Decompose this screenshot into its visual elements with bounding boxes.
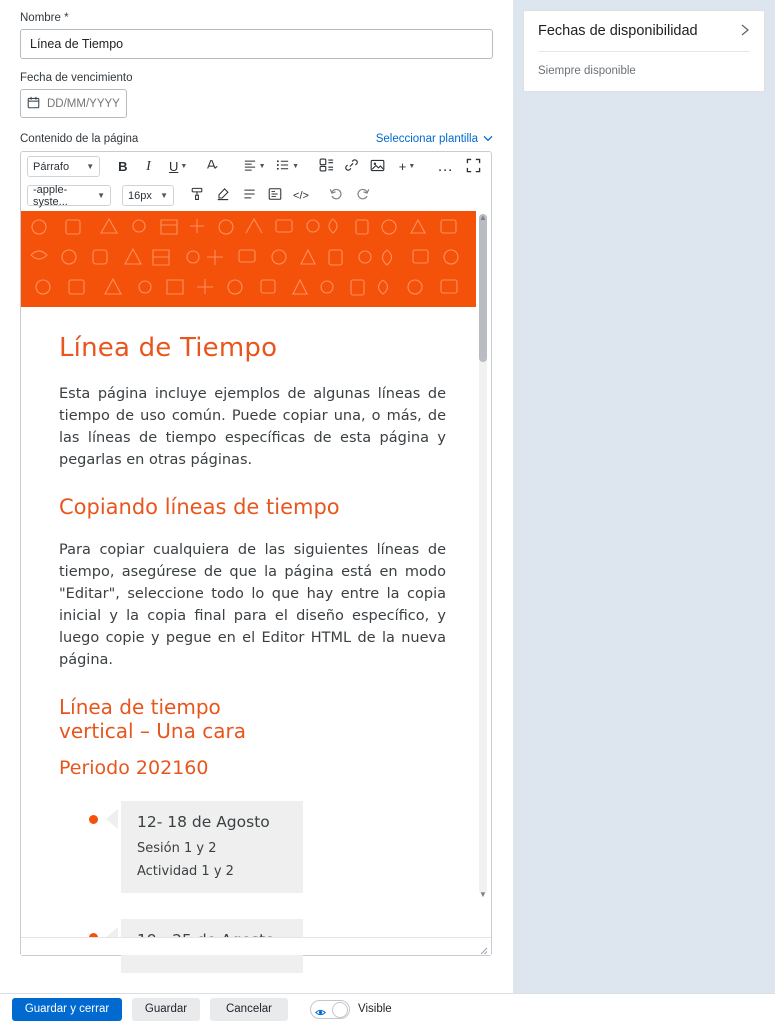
- top-divider: [38, 0, 92, 2]
- timeline-arrow-icon: [106, 809, 118, 829]
- select-template-link[interactable]: [376, 133, 493, 145]
- italic-button[interactable]: [137, 156, 161, 178]
- toggle-knob: [332, 1002, 348, 1018]
- chevron-down-icon: [483, 134, 493, 144]
- editor-scrollbar[interactable]: [479, 214, 487, 894]
- underline-button[interactable]: U ▼: [168, 159, 188, 174]
- editor-toolbar-row-1: [21, 152, 491, 181]
- timeline-dot-icon: [89, 815, 98, 824]
- font-size-select[interactable]: [122, 185, 174, 206]
- chevron-down-icon: ▼: [97, 191, 105, 200]
- source-code-button[interactable]: [289, 185, 313, 207]
- doc-intro: Esta página incluye ejemplos de algunas líneas de tiempo de uso común. Puede copiar una, o más, de las líneas de tiempo específicas de esta página y pegarlas en otras páginas.: [59, 386, 446, 469]
- preview-icon: [268, 187, 282, 204]
- underline-label: U: [168, 159, 179, 174]
- name-label: Nombre *: [20, 12, 69, 24]
- due-date-wrap: [20, 89, 127, 118]
- availability-body: Siempre disponible: [538, 65, 636, 77]
- fullscreen-button[interactable]: [461, 156, 485, 178]
- image-icon: [370, 159, 385, 175]
- content-header: [20, 133, 493, 145]
- format-painter-icon: [190, 187, 204, 204]
- footer-actions: [0, 993, 775, 1024]
- editor-content-area[interactable]: [21, 211, 491, 896]
- doc-section2-title-line1: Línea de tiempo: [59, 695, 221, 720]
- editor-document: [21, 211, 476, 999]
- text-color-icon: [205, 158, 219, 175]
- align-icon: [243, 159, 257, 174]
- availability-panel: [513, 0, 775, 993]
- doc-section3-title: [59, 757, 446, 779]
- insert-stuff-icon: [319, 158, 334, 175]
- doc-period-label: Periodo: [59, 757, 130, 780]
- horizontal-rule-icon: [242, 188, 257, 203]
- italic-label: I: [146, 158, 151, 174]
- doc-section1-body: Para copiar cualquiera de las siguientes líneas de tiempo, asegúrese de que la página está en modo "Editar", seleccione todo lo que hay entre la copia inicial y la copia final para el diseño específico, y luego copie y pegue en el Editor HTML de la nueva página.: [59, 542, 446, 669]
- editor-resize-handle[interactable]: [478, 942, 488, 952]
- calendar-icon: [27, 96, 40, 109]
- insert-stuff-button[interactable]: [314, 156, 338, 178]
- redo-icon: [355, 187, 370, 204]
- save-button[interactable]: Guardar: [132, 998, 200, 1021]
- redo-button[interactable]: [350, 185, 374, 207]
- paragraph-style-value: Párrafo: [33, 160, 70, 173]
- select-template-label: Seleccionar plantilla: [375, 133, 478, 145]
- plus-icon: +: [398, 159, 407, 174]
- insert-more-button[interactable]: + ▼: [398, 159, 416, 174]
- editor-scrollbar-thumb[interactable]: [479, 214, 487, 362]
- highlight-button[interactable]: [211, 185, 235, 207]
- preview-button[interactable]: [263, 185, 287, 207]
- visible-toggle[interactable]: [310, 1000, 350, 1019]
- highlight-icon: [216, 187, 230, 204]
- align-button[interactable]: ▼: [238, 156, 270, 178]
- doc-section1-title: Copiando líneas de tiempo: [59, 495, 340, 520]
- availability-title: Fechas de disponibilidad: [538, 23, 698, 39]
- bold-label: B: [118, 159, 128, 174]
- chevron-down-icon: ▼: [86, 162, 95, 171]
- image-button[interactable]: [366, 156, 390, 178]
- availability-header[interactable]: [538, 23, 750, 52]
- doc-period-value: 202160: [135, 757, 209, 780]
- editor-statusbar: [21, 937, 491, 955]
- visible-label: Visible: [358, 1003, 392, 1015]
- scroll-up-icon[interactable]: ▲: [479, 213, 487, 222]
- code-icon: </>: [293, 189, 309, 202]
- text-color-button[interactable]: [196, 156, 228, 178]
- font-family-value: -apple-syste...: [33, 183, 68, 208]
- bold-button[interactable]: [111, 156, 135, 178]
- font-family-select[interactable]: [27, 185, 111, 206]
- cancel-button[interactable]: Cancelar: [210, 998, 288, 1021]
- link-button[interactable]: [340, 156, 364, 178]
- name-input[interactable]: [20, 29, 493, 59]
- visibility-toggle-wrap: [310, 1000, 392, 1019]
- eye-icon: [315, 1005, 326, 1016]
- due-date-label: Fecha de vencimiento: [20, 72, 133, 84]
- font-size-value: 16px: [128, 189, 152, 202]
- chevron-right-icon[interactable]: [740, 24, 750, 38]
- editor-toolbar-row-2: [21, 181, 491, 210]
- link-icon: [344, 158, 359, 175]
- timeline-title: 12- 18 de Agosto: [137, 813, 270, 832]
- save-and-close-button[interactable]: Guardar y cerrar: [12, 998, 122, 1021]
- horizontal-rule-button[interactable]: [237, 185, 261, 207]
- ellipsis-icon: …: [437, 157, 455, 175]
- doc-section2-title: [59, 695, 446, 743]
- doc-title: Línea de Tiempo: [59, 333, 278, 363]
- timeline-box: [121, 801, 303, 893]
- availability-card: [523, 10, 765, 92]
- scroll-down-icon[interactable]: ▼: [479, 890, 487, 899]
- undo-icon: [329, 187, 344, 204]
- timeline-line: Actividad 1 y 2: [137, 864, 234, 880]
- timeline-item: [121, 801, 446, 893]
- html-editor: [20, 151, 492, 956]
- undo-button[interactable]: [324, 185, 348, 207]
- more-options-button[interactable]: [434, 156, 458, 178]
- timeline-line: Sesión 1 y 2: [137, 841, 217, 857]
- chevron-down-icon: ▼: [160, 191, 168, 200]
- fullscreen-icon: [466, 158, 481, 176]
- document-body: [21, 333, 476, 973]
- doc-section2-title-line2: vertical – Una cara: [59, 719, 246, 744]
- content-label: Contenido de la página: [20, 133, 139, 145]
- page-banner-image: [21, 211, 476, 307]
- list-icon: [276, 159, 290, 174]
- list-button[interactable]: ▼: [272, 156, 304, 178]
- format-painter-button[interactable]: [185, 185, 209, 207]
- paragraph-style-select[interactable]: [27, 156, 100, 177]
